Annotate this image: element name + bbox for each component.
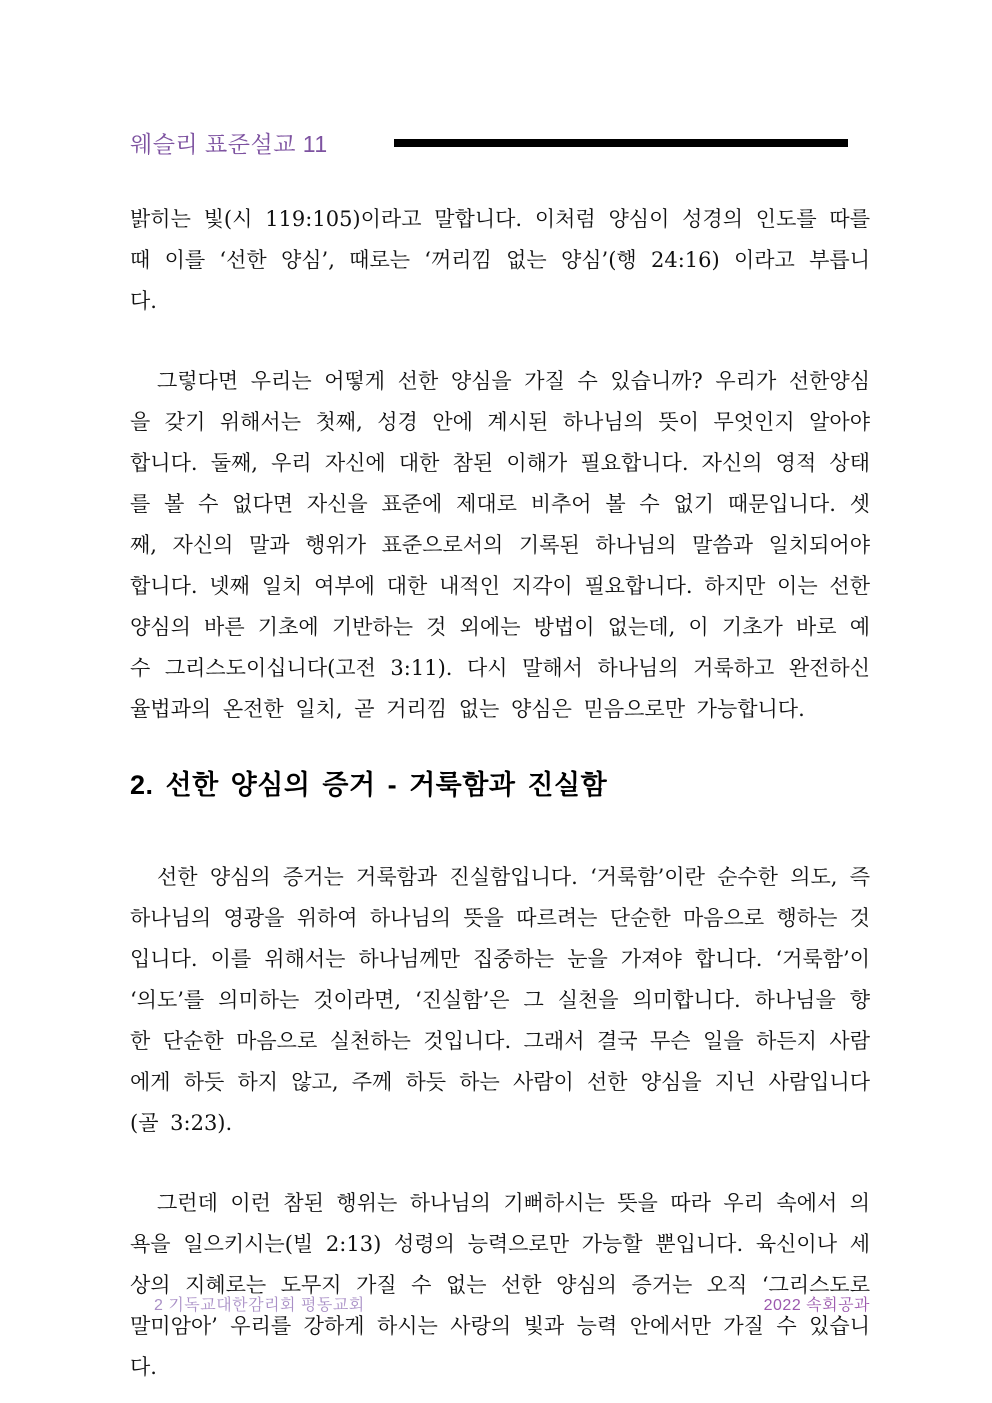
section-heading: 2. 선한 양심의 증거 - 거룩함과 진실함: [130, 770, 608, 800]
footer-year-label: 2022 속회공과: [763, 1297, 870, 1314]
page-footer: [130, 1292, 870, 1315]
paragraph-4: 그런데 이런 참된 행위는 하나님의 기뻐하시는 뜻을 따라 우리 속에서 의욕을 일으키시는(빌 2:13) 성령의 능력으로만 가능할 뿐입니다. 육신이나 세상의 지혜로는 도무지 가질 수 없는 선한 양심의 증거는 오직 ‘그리스도로 말미암아’ 우리를 강하게 하시는 사랑의 빛과 능력 안에서만 가질 수 있습니다.: [130, 1191, 870, 1379]
header-title: 웨슬리 표준설교 11: [130, 131, 328, 157]
paragraph-2: 그렇다면 우리는 어떻게 선한 양심을 가질 수 있습니까? 우리가 선한양심을 갖기 위해서는 첫째, 성경 안에 계시된 하나님의 뜻이 무엇인지 알아야 합니다. 둘째, 우리 자신에 대한 참된 이해가 필요합니다. 자신의 영적 상태를 볼 수 없다면 자신을 표준에 제대로 비추어 볼 수 없기 때문입니다. 셋째, 자신의 말과 행위가 표준으로서의 기록된 하나님의 말씀과 일치되어야 합니다. 넷째 일치 여부에 대한 내적인 지각이 필요합니다. 하지만 이는 선한 양심의 바른 기초에 기반하는 것 외에는 방법이 없는데, 이 기초가 바로 예수 그리스도이십니다(고전 3:11). 다시 말해서 하나님의 거룩하고 완전하신 율법과의 온전한 일치, 곧 거리낌 없는 양심은 믿음으로만 가능합니다.: [130, 369, 870, 721]
header-rule-line: [394, 139, 848, 147]
page-header: [130, 126, 870, 159]
document-body: [130, 199, 870, 1388]
paragraph-3: 선한 양심의 증거는 거룩함과 진실함입니다. ‘거룩함’이란 순수한 의도, 즉 하나님의 영광을 위하여 하나님의 뜻을 따르려는 단순한 마음으로 행하는 것입니다. 이를 위해서는 하나님께만 집중하는 눈을 가져야 합니다. ‘거룩함’이 ‘의도’를 의미하는 것이라면, ‘진실함’은 그 실천을 의미합니다. 하나님을 향한 단순한 마음으로 실천하는 것입니다. 그래서 결국 무슨 일을 하든지 사람에게 하듯 하지 않고, 주께 하듯 하는 사람이 선한 양심을 지닌 사람입니다(골 3:23).: [130, 865, 870, 1135]
footer-church-label: 2 기독교대한감리회 평동교회: [154, 1297, 365, 1314]
paragraph-1: 밝히는 빛(시 119:105)이라고 말합니다. 이처럼 양심이 성경의 인도를 따를 때 이를 ‘선한 양심’, 때로는 ‘꺼리낌 없는 양심’(행 24:16) 이라고 부릅니다.: [130, 207, 870, 313]
